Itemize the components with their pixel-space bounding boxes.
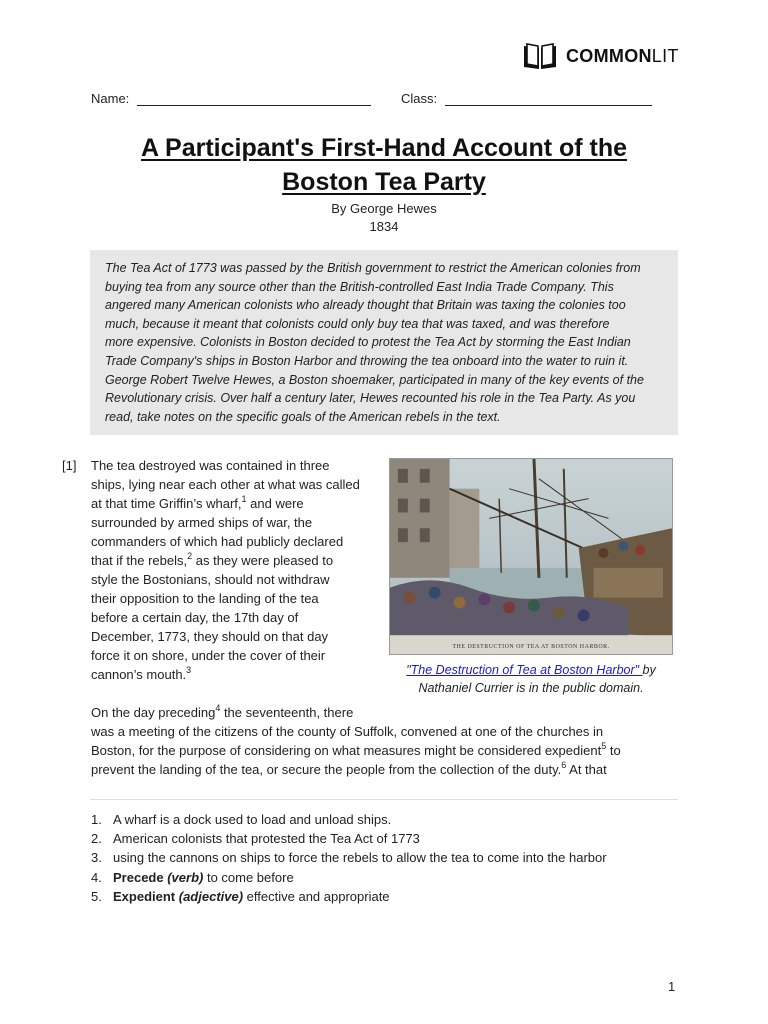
caption-by: by <box>642 663 656 677</box>
figure-caption <box>384 661 678 697</box>
text-line <box>91 741 681 760</box>
footnote-number: 3. <box>91 850 102 866</box>
footnote-ref-3[interactable]: 3 <box>186 664 192 675</box>
text-segment: to <box>606 743 621 758</box>
footnote-term: Precede <box>113 869 164 885</box>
text-line: surrounded by armed ships of war, the <box>91 515 313 530</box>
footnote-ref-2[interactable]: 2 <box>187 550 193 561</box>
intro-line: much, because it meant that colonists could only buy tea that was taxed, and was therefore <box>105 316 610 331</box>
text-line <box>91 494 381 513</box>
engraving-title: THE DESTRUCTION OF TEA AT BOSTON HARBOR. <box>452 644 610 651</box>
text-line: ships, lying near each other at what was called <box>91 477 360 492</box>
brand-name-light: LIT <box>651 45 679 66</box>
footnote-text: to come before <box>203 869 294 885</box>
text-line: The tea destroyed was contained in three <box>91 458 330 473</box>
text-segment: that if the rebels, <box>91 553 188 568</box>
intro-line: George Robert Twelve Hewes, a Boston shoemaker, participated in many of the key events of the <box>105 372 644 387</box>
name-label: Name: <box>91 91 130 106</box>
footnote-number: 4. <box>91 869 102 885</box>
footnote-divider <box>90 799 678 800</box>
intro-line: angered many American colonists who already thought that Britain was taxing the colonies too <box>105 298 626 313</box>
footnote-part-of-speech: (adjective) <box>178 888 244 904</box>
caption-link[interactable]: "The Destruction of Tea at Boston Harbor" <box>406 663 643 677</box>
paragraph-number: [1] <box>62 458 77 473</box>
footnote-item <box>91 829 681 848</box>
footnote-text: using the cannons on ships to force the rebels to allow the tea to come into the harbor <box>113 850 607 866</box>
text-line: commanders of which had publicly declared <box>91 534 344 549</box>
footnote-item <box>91 810 681 829</box>
intro-line: read, take notes on the specific goals of the American rebels in the text. <box>105 409 501 424</box>
intro-line: The Tea Act of 1773 was passed by the British government to restrict the American colonies from <box>105 261 641 275</box>
text-line <box>91 760 681 779</box>
author: By George Hewes <box>331 201 437 216</box>
footnotes-list <box>91 810 681 906</box>
footnote-part-of-speech: (verb) <box>167 869 204 885</box>
text-segment: at that time Griffin’s wharf, <box>91 496 242 511</box>
footnote-number: 2. <box>91 831 102 847</box>
page-number: 1 <box>668 979 676 994</box>
footnote-number: 1. <box>91 812 102 827</box>
class-label: Class: <box>401 91 438 106</box>
boston-tea-party-illustration <box>389 458 673 655</box>
text-segment: and were <box>246 496 304 511</box>
paragraph-2 <box>91 703 681 779</box>
text-line: their opposition to the landing of the tea <box>91 591 319 606</box>
caption-line-2: Nathaniel Currier is in the public domain. <box>418 681 644 695</box>
document-title <box>92 131 676 199</box>
brand-name <box>566 46 679 67</box>
footnote-item <box>91 848 681 867</box>
text-segment: cannon’s mouth. <box>91 667 187 682</box>
text-segment: prevent the landing of the tea, or secure the people from the collection of the duty. <box>91 762 562 777</box>
commonlit-logo <box>522 42 679 70</box>
open-book-icon <box>522 42 558 70</box>
footnote-ref-6[interactable]: 6 <box>561 759 567 770</box>
engraving-image <box>390 459 672 654</box>
introduction-box <box>90 250 678 435</box>
intro-line: Revolutionary crisis. Over half a century later, Hewes recounted his role in the Tea Party. As you <box>105 391 636 406</box>
class-line[interactable] <box>445 91 652 106</box>
footnote-text: A wharf is a dock used to load and unload ships. <box>113 812 392 827</box>
text-segment: Boston, for the purpose of considering on what measures might be considered expedient <box>91 743 602 758</box>
text-segment: On the day preceding <box>91 705 216 720</box>
text-segment: as they were pleased to <box>192 553 334 568</box>
brand-name-bold: COMMON <box>566 45 652 66</box>
intro-line: buying tea from any source other than the British-controlled East India Trade Company. This <box>105 279 614 294</box>
footnote-item <box>91 887 681 906</box>
title-line-2: Boston Tea Party <box>282 168 486 196</box>
intro-line: more expensive. Colonists in Boston decided to protest the Tea Act by storming the East Indian <box>105 335 631 350</box>
footnote-ref-4[interactable]: 4 <box>215 702 221 713</box>
caption-line-1 <box>384 661 678 679</box>
text-line <box>91 665 381 684</box>
title-line-1: A Participant's First-Hand Account of the <box>140 134 628 162</box>
class-field[interactable] <box>401 91 652 106</box>
byline <box>92 200 676 236</box>
footnote-item <box>91 868 681 887</box>
footnote-text: American colonists that protested the Tea Act of 1773 <box>113 831 420 847</box>
footnote-text: effective and appropriate <box>243 888 390 904</box>
footnote-term: Expedient <box>113 888 176 904</box>
footnote-ref-1[interactable]: 1 <box>241 493 247 504</box>
name-line[interactable] <box>137 91 371 106</box>
text-line: style the Bostonians, should not withdraw <box>91 572 330 587</box>
footnote-ref-5[interactable]: 5 <box>601 740 607 751</box>
text-line: force it on shore, under the cover of their <box>91 648 326 663</box>
name-field[interactable] <box>91 91 371 106</box>
text-segment: the seventeenth, there <box>220 705 354 720</box>
text-line <box>91 703 681 722</box>
text-segment: At that <box>566 762 607 777</box>
footnote-number: 5. <box>91 888 102 904</box>
text-line: was a meeting of the citizens of the county of Suffolk, convened at one of the churches in <box>91 724 604 739</box>
year: 1834 <box>369 219 399 234</box>
intro-line: Trade Company's ships in Boston Harbor and throwing the tea onboard into the water to ruin it. <box>105 353 629 368</box>
text-line: December, 1773, they should on that day <box>91 629 329 644</box>
text-line <box>91 551 381 570</box>
paragraph-1 <box>91 456 381 684</box>
text-line: before a certain day, the 17th day of <box>91 610 299 625</box>
